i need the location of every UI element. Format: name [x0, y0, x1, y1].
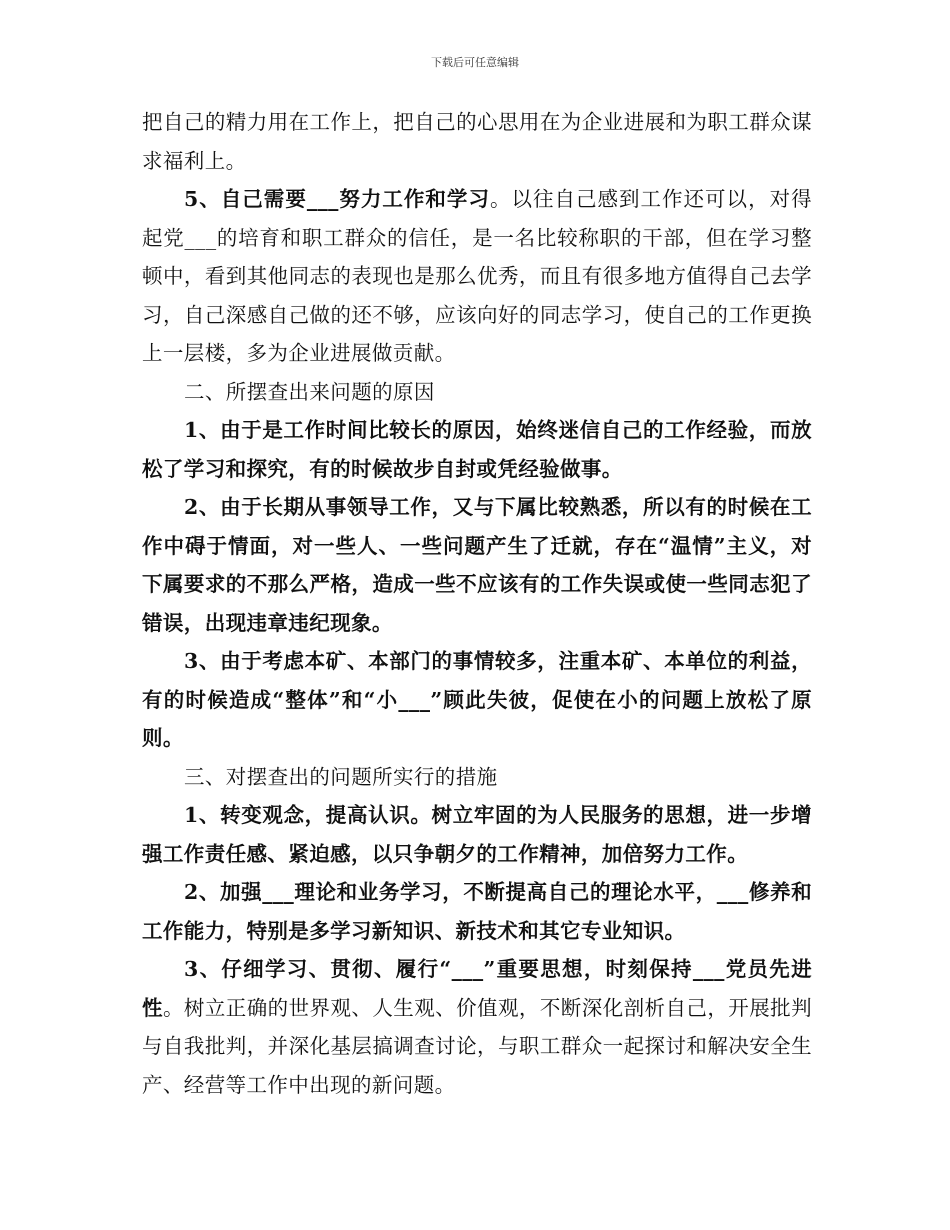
- paragraph-cause-1: [142, 411, 812, 488]
- paragraph-item-5: [142, 180, 812, 373]
- paragraph-text: 1、由于是工作时间比较长的原因，始终迷信自己的工作经验，而放松了学习和探究，有的时候故步自封或凭经验做事。: [142, 418, 812, 481]
- paragraph-text: 2、加强___理论和业务学习，不断提高自己的理论水平，___修养和工作能力，特别是多学习新知识、新技术和其它专业知识。: [142, 880, 812, 943]
- heading-text: 二、所摆查出来问题的原因: [184, 379, 435, 404]
- paragraph-text: 1、转变观念，提高认识。树立牢固的为人民服务的思想，进一步增强工作责任感、紧迫感，以只争朝夕的工作精神，加倍努力工作。: [142, 803, 812, 866]
- document-body: [142, 103, 812, 1104]
- heading-text: 三、对摆查出的问题所实行的措施: [184, 764, 498, 789]
- paragraph-continuation: [142, 103, 812, 180]
- paragraph-lead: 5、自己需要___努力工作和学习: [184, 187, 490, 211]
- paragraph-text: 。以往自己感到工作还可以，对得起党___的培育和职工群众的信任，是一名比较称职的干部，但在学习整顿中，看到其他同志的表现也是那么优秀，而且有很多地方值得自己去学习，自己深感自己做的还不够，应该向好的同志学习，使自己的工作更换上一层楼，多为企业进展做贡献。: [142, 187, 812, 365]
- paragraph-cause-3: [142, 642, 812, 758]
- paragraph-measure-2: [142, 873, 812, 950]
- paragraph-lead: 3、仔细学习、贯彻、履行“___”重要思想，时刻保持___党员先进性: [142, 957, 812, 1020]
- paragraph-text: 。树立正确的世界观、人生观、价值观，不断深化剖析自己，开展批判与自我批判，并深化基层搞调查讨论，与职工群众一起探讨和解决安全生产、经营等工作中出现的新问题。: [142, 995, 813, 1097]
- paragraph-measure-3: [142, 950, 812, 1104]
- page-header: 下载后可任意编辑: [431, 56, 519, 69]
- paragraph-measure-1: [142, 796, 812, 873]
- paragraph-text: 把自己的精力用在工作上，把自己的心思用在为企业进展和为职工群众谋求福利上。: [142, 110, 812, 173]
- section-heading-3: [142, 758, 812, 797]
- paragraph-text: 2、由于长期从事领导工作，又与下属比较熟悉，所以有的时候在工作中碍于情面，对一些人、一些问题产生了迁就，存在“温情”主义，对下属要求的不那么严格，造成一些不应该有的工作失误或使一些同志犯了错误，出现违章违纪现象。: [142, 495, 812, 635]
- paragraph-text: 3、由于考虑本矿、本部门的事情较多，注重本矿、本单位的利益，有的时候造成“整体”和“小___”顾此失彼，促使在小的问题上放松了原则。: [142, 649, 812, 750]
- paragraph-cause-2: [142, 488, 812, 642]
- section-heading-2: [142, 373, 812, 412]
